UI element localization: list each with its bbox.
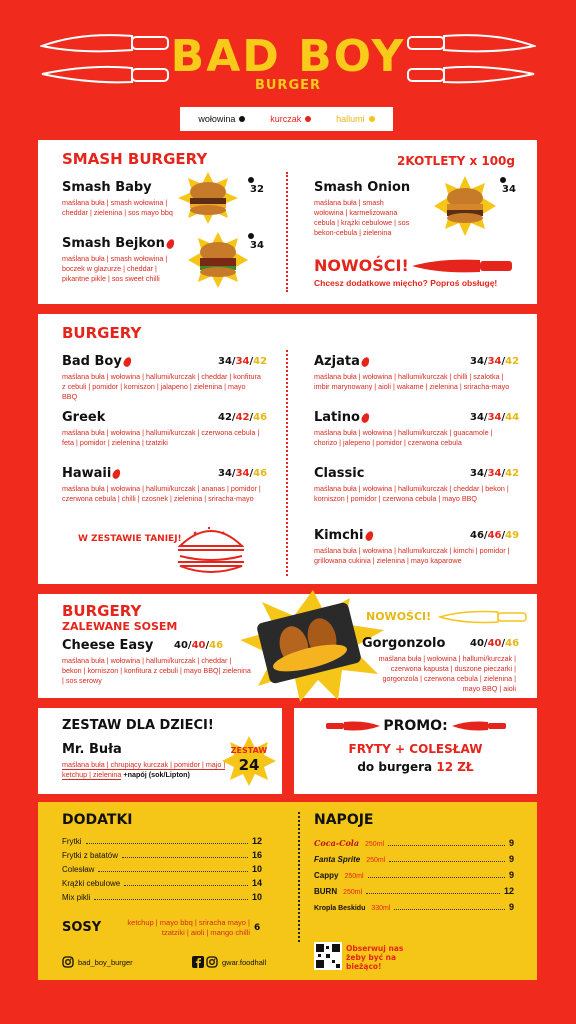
knife-right-bottom-icon xyxy=(406,62,536,88)
item-azjata: Azjata xyxy=(314,354,369,369)
item-smash-onion: Smash Onion xyxy=(314,180,411,195)
brand-sub: BURGER xyxy=(254,78,322,93)
smash-card xyxy=(38,140,537,304)
kropla-logo: Kropla Beskidu xyxy=(314,905,366,912)
instagram-icon[interactable] xyxy=(62,956,74,968)
price-kimchi: 46/46/49 xyxy=(470,530,520,541)
smash-new-note: Chcesz dodatkowe mięcho? Poproś obsługę! xyxy=(314,278,498,288)
price-hawaii: 34/34/46 xyxy=(218,468,268,479)
sauces-price: 6 xyxy=(254,923,261,933)
smash-new-label: NOWOŚCI! xyxy=(314,256,409,275)
knife-left-bottom-icon xyxy=(40,62,170,88)
desc-hawaii: maślana buła | wołowina | hallumi/kurczak | ananas | pomidor | czerwona cebula | chilli | czosnek | zielenina | sriracha-mayo xyxy=(62,484,261,503)
price-smash-bejkon: 34 xyxy=(250,240,264,251)
kids-desc: maślana buła | chrupiący kurczak | pomidor | majo | ketchup | zielenina +napój (sok/Lipton) xyxy=(62,760,226,779)
knife-promo-right-icon xyxy=(450,720,508,732)
price-cheese-easy: 40/40/46 xyxy=(174,640,224,651)
qr-code-icon[interactable] xyxy=(314,942,342,970)
brand-logo xyxy=(168,31,408,93)
facebook-icon[interactable] xyxy=(192,956,204,968)
item-latino: Latino xyxy=(314,410,369,425)
fanta-sprite-logo: Fanta Sprite xyxy=(314,855,361,864)
price-latino: 34/34/44 xyxy=(470,412,520,423)
extra-row: Mix pikli 10 xyxy=(62,892,262,902)
burger-photo-smash-onion xyxy=(434,176,496,236)
column-divider xyxy=(298,812,300,942)
kids-badge-price: 24 xyxy=(238,756,260,774)
desc-kimchi: maślana buła | wołowina | hallumi/kurczak | kimchi | pomidor | grillowana cukinia | zielenina | mayo kaparowe xyxy=(314,546,510,565)
chili-icon xyxy=(165,237,176,249)
promo-title: PROMO: xyxy=(383,718,448,734)
burger-photo-smash-bejkon xyxy=(188,232,248,288)
extra-row: Colesław 10 xyxy=(62,864,262,874)
price-bad-boy: 34/34/42 xyxy=(218,356,268,367)
follow-text: Obserwuj nas żeby być na bieżąco! xyxy=(346,944,404,971)
item-bad-boy: Bad Boy xyxy=(62,354,131,369)
desc-latino: maślana buła | wołowina | hallumi/kurczak | guacamole | chorizo | jalepeno | pomidor | czerwona cebula xyxy=(314,428,493,447)
chili-icon xyxy=(360,411,371,423)
sauced-title: BURGERY xyxy=(62,602,142,620)
knife-left-top-icon xyxy=(40,28,170,58)
knife-sauced-icon xyxy=(438,610,528,624)
knife-new-icon xyxy=(410,258,514,274)
extras-title: DODATKI xyxy=(62,812,133,828)
chili-icon xyxy=(122,355,133,367)
sauces-title: SOSY xyxy=(62,920,102,935)
smash-title: SMASH BURGERY xyxy=(62,150,208,168)
promo-line2: do burgera 12 ZŁ xyxy=(357,760,474,774)
item-greek: Greek xyxy=(62,410,106,425)
burger-line-icon xyxy=(174,520,248,578)
item-hawaii: Hawaii xyxy=(62,466,120,481)
desc-cheese-easy: maślana buła | wołowina | hallumi/kurczak | cheddar | bekon | korniszon | konfitura z cebuli | mayo BBQ| zielenina | sos serowy xyxy=(62,656,251,685)
promo-price: 12 ZŁ xyxy=(436,760,474,774)
desc-classic: maślana buła | wołowina | hallumi/kurczak | cheddar | bekon | korniszon | pomidor | czerwona cebula | mayo BBQ xyxy=(314,484,509,503)
coca-cola-logo: Coca-Cola xyxy=(314,838,360,848)
instagram-handle[interactable]: bad_boy_burger xyxy=(78,958,133,967)
price-smash-onion: 34 xyxy=(502,184,516,195)
desc-smash-bejkon: maślana buła | smash wołowina | boczek w glazurze | cheddar | pikantne pikle | sos sweet chilli xyxy=(62,254,168,283)
desc-smash-baby: maślana buła | smash wołowina | cheddar | zielenina | sos mayo bbq xyxy=(62,198,173,217)
drink-row: BURN 250ml 12 xyxy=(314,886,514,896)
legend-chicken: kurczak xyxy=(270,114,302,124)
cappy-logo: Cappy xyxy=(314,871,339,880)
chili-icon xyxy=(360,355,371,367)
facebook-handle[interactable]: gwar.foodhall xyxy=(222,958,267,967)
burger-photo-smash-baby xyxy=(178,172,238,224)
drinks-title: NAPOJE xyxy=(314,812,374,828)
drink-row: Cappy 250ml 9 xyxy=(314,870,514,880)
drink-row: Kropla Beskidu 330ml 9 xyxy=(314,902,514,912)
sauced-new-label: NOWOŚCI! xyxy=(366,610,432,623)
extra-row: Krążki cebulowe 14 xyxy=(62,878,262,888)
price-classic: 34/34/42 xyxy=(470,468,520,479)
chili-icon xyxy=(112,467,123,479)
kids-badge-label: ZESTAW xyxy=(230,746,268,755)
column-divider xyxy=(286,172,288,292)
item-cheese-easy: Cheese Easy xyxy=(62,638,154,653)
extra-row: Frytki z batatów 16 xyxy=(62,850,262,860)
legend-beef: wołowina xyxy=(198,114,236,124)
smash-subtitle: 2KOTLETY x 100g xyxy=(397,154,515,168)
legend xyxy=(180,107,393,131)
sauced-card xyxy=(38,594,537,698)
sauces-list: ketchup | mayo bbq | sriracha mayo | tzatziki | aioli | mango chilli xyxy=(127,918,250,937)
bottom-panel xyxy=(38,802,537,980)
burgers-card xyxy=(38,314,537,584)
instagram-icon[interactable] xyxy=(206,956,218,968)
desc-smash-onion: maślana buła | smash wołowina | karmelizowana cebula | krążki cebulowe | sos bekon-cebula | zielenina xyxy=(314,198,410,237)
item-gorgonzolo: Gorgonzolo xyxy=(362,636,446,651)
price-azjata: 34/34/42 xyxy=(470,356,520,367)
desc-bad-boy: maślana buła | wołowina | hallumi/kurczak | cheddar | konfitura z cebuli | pomidor | korniszon | jalapeno | zielenina | mayo BBQ xyxy=(62,372,261,401)
item-smash-baby: Smash Baby xyxy=(62,180,152,195)
price-smash-baby: 32 xyxy=(250,184,264,195)
desc-greek: maślana buła | wołowina | hallumi/kurczak | czerwona cebula | feta | pomidor | zielenina | tzatziki xyxy=(62,428,260,447)
promo-line1: FRYTY + COLESŁAW xyxy=(348,742,483,756)
column-divider xyxy=(286,350,288,576)
halloumi-dot-icon xyxy=(369,116,375,122)
sauced-subtitle: ZALEWANE SOSEM xyxy=(62,620,178,633)
legend-halloumi: hallumi xyxy=(336,114,365,124)
promo-card xyxy=(294,708,537,794)
kids-title: ZESTAW DLA DZIECI! xyxy=(62,718,214,733)
price-greek: 42/42/46 xyxy=(218,412,268,423)
chili-icon xyxy=(364,529,375,541)
burgers-title: BURGERY xyxy=(62,324,142,342)
beef-dot-icon xyxy=(239,116,245,122)
extra-row: Frytki 12 xyxy=(62,836,262,846)
burn-logo: BURN xyxy=(314,887,338,896)
chicken-dot-icon xyxy=(305,116,311,122)
item-classic: Classic xyxy=(314,466,365,481)
desc-gorgonzolo: maślana buła | wołowina | hallumi/kurczak | czerwona kapusta | duszone pieczarki | gorgonzola | czerwona cebula | zielenina | mayo BBQ | aioli xyxy=(378,654,516,693)
item-kimchi: Kimchi xyxy=(314,528,373,543)
kids-item-name: Mr. Buła xyxy=(62,742,122,757)
item-smash-bejkon: Smash Bejkon xyxy=(62,236,174,251)
price-gorgonzolo: 40/40/46 xyxy=(470,638,520,649)
drink-row: Coca-Cola 250ml 9 xyxy=(314,838,514,848)
drink-row: Fanta Sprite 250ml 9 xyxy=(314,854,514,864)
brand-name: BAD BOY xyxy=(170,31,406,82)
kids-card xyxy=(38,708,282,794)
desc-azjata: maślana buła | wołowina | hallumi/kurczak | chilli | szalotka | imbir marynowany | aioli | wakame | zielenina | sriracha-mayo xyxy=(314,372,510,391)
knife-right-top-icon xyxy=(406,28,536,58)
combo-note: W ZESTAWIE TANIEJ! xyxy=(78,534,182,544)
